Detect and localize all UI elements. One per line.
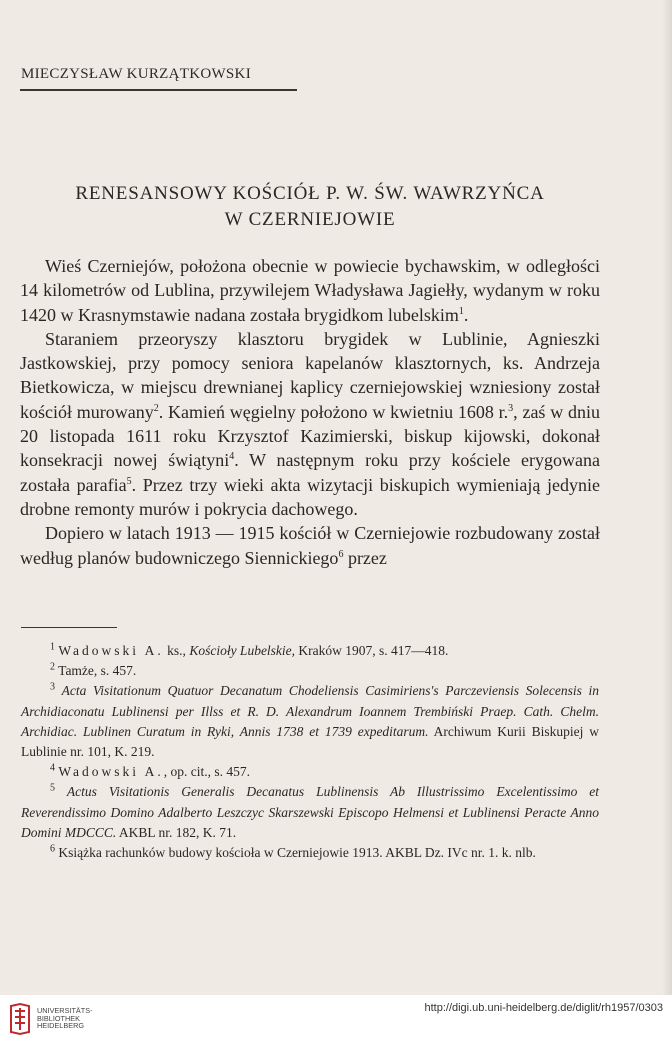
permalink-url[interactable]: http://digi.ub.uni-heidelberg.de/diglit/rh1957/0303 (424, 1002, 663, 1014)
footnote-ref[interactable]: 2 (153, 402, 159, 414)
university-library-logo-icon[interactable] (8, 1002, 32, 1036)
footnotes (21, 641, 599, 863)
footnote-5: $^5$ Actus Visitationis Generalis Decanatus Lublinensis Ab Illustrissimo Excelentissimo et Reverendissimo Domino Adalberto Leszczyc Skarszewski Episcopo Helmensi et Lublinensi Peracte Anno Domini MDCCC. AKBL nr. 182, K. 71. (21, 782, 599, 840)
footnote-author: Wadowski A. (58, 643, 164, 658)
footnote-3: $^3$ Acta Visitationum Quatuor Decanatum Chodeliensis Casimiriens's Parczeviensis Solecensis in Archidiaconatu Lublinensi per Illss et R. D. Alexandrum Ioannem Trembiński Praep. Cath. Chelm. Archidiac. Lublinen Curatum in Ryki, Annis 1738 et 1739 expeditarum. Archiwum Kurii Biskupiej w Lublinie nr. 101, K. 219. (21, 681, 600, 760)
footnote-ref[interactable]: 5 (126, 475, 132, 487)
header-rule (20, 89, 297, 91)
footnote-4: $^4$ Wadowski A., op. cit., s. 457. (50, 762, 251, 780)
paragraph-3: Dopiero w latach 1913 — 1915 kościół w Czerniejowie rozbudowany został według planów budowniczego Siennickiego$^6$ przez (20, 523, 600, 568)
footnote-6: $^6$ Książka rachunków budowy kościoła w Czerniejowie 1913. AKBL Dz. IVc nr. 1. k. nlb. (50, 843, 536, 861)
article-body (20, 254, 600, 570)
footnote-1: $^1$ Wadowski A. ks., Kościoły Lubelskie, Kraków 1907, s. 417—418. (50, 641, 449, 658)
footnote-author: Wadowski A. (58, 764, 164, 780)
footnote-ref[interactable]: 3 (508, 402, 514, 414)
article-title-line-1: RENESANSOWY KOŚCIÓŁ P. W. ŚW. WAWRZYŃCA (75, 183, 545, 204)
footnote-2: $^2$ Tamże, s. 457. (50, 661, 137, 679)
footnote-ref[interactable]: 6 (338, 548, 344, 560)
paragraph-2: Staraniem przeoryszy klasztoru brygidek w Lublinie, Agnieszki Jastkowskiej, przy pomocy seniora kapelanów klasztornych, ks. Andrzeja Bietkowicza, w miejscu drewnianej kaplicy czerniejowskiej wzniesiony został kościół murowany$^2$. Kamień węgielny położono w kwietniu 1608 r.$^3$, zaś w dniu 20 listopada 1611 roku Krzysztof Kazimierski, biskup kijowski, dokonał konsekracji nowej świątyni$^4$. W następnym roku przy kościele erygowana została parafia$^5$. Przez trzy wieki akta wizytacji biskupich wymieniają jedynie drobne remonty murów i pokrycia dachowego. (20, 328, 600, 519)
library-name: UNIVERSITÄTS- BIBLIOTHEK HEIDELBERG (37, 1006, 93, 1031)
footnote-ref[interactable]: 1 (458, 305, 464, 317)
footnote-separator (21, 627, 117, 628)
running-head-author: MIECZYSŁAW KURZĄTKOWSKI (21, 66, 251, 82)
article-title-line-2: W CZERNIEJOWIE (224, 209, 396, 230)
footnote-ref[interactable]: 4 (229, 451, 235, 463)
paragraph-1: Wieś Czerniejów, położona obecnie w powiecie bychawskim, w odległości 14 kilometrów od Lublina, przywilejem Władysława Jagiełły, wydanym w roku 1420 w Krasnymstawie nadana została brygidkom lubelskim$^1$. (20, 256, 600, 325)
